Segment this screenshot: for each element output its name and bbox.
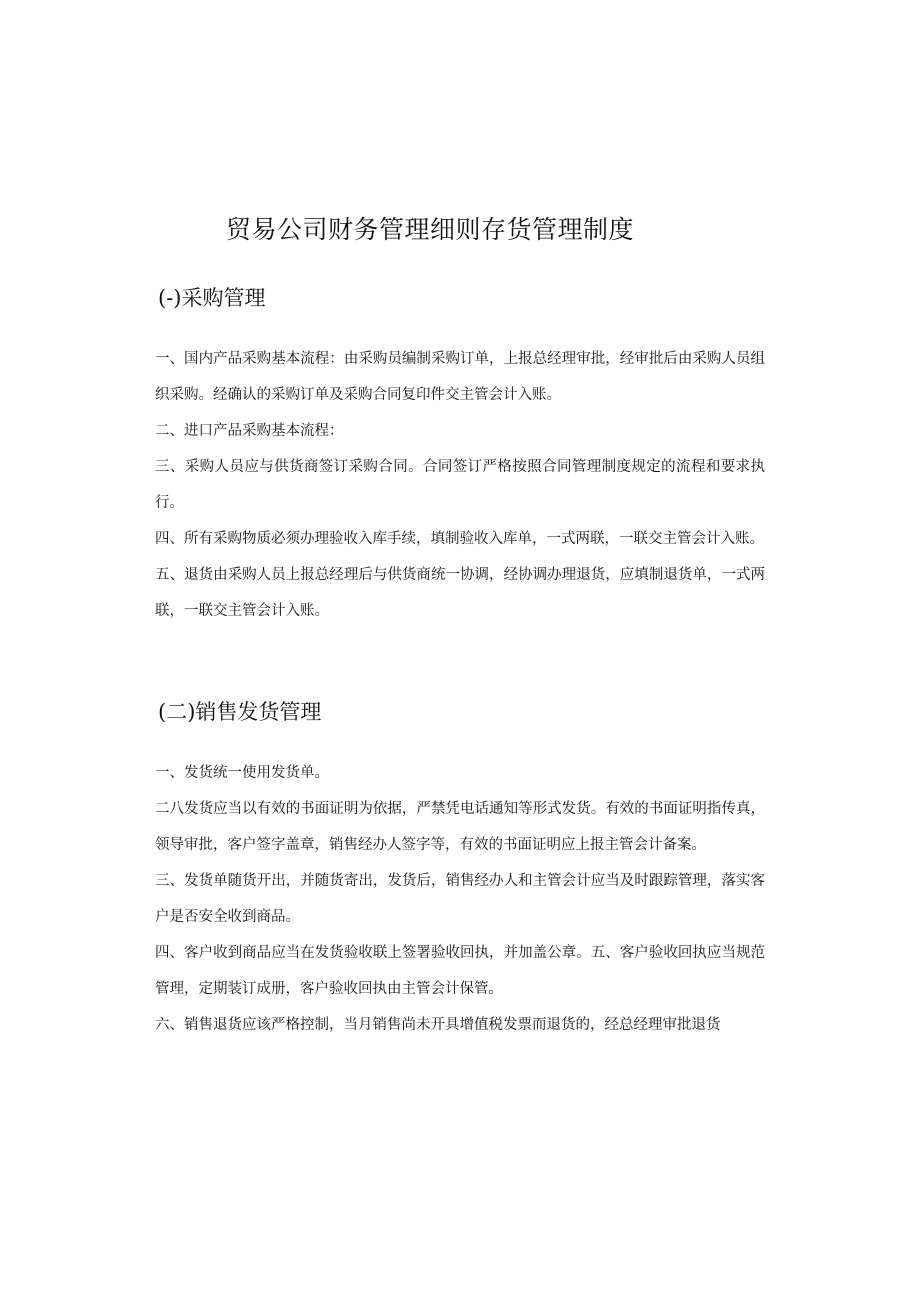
paragraph: 一、国内产品采购基本流程：由采购员编制采购订单，上报总经理审批，经审批后由采购人员组织采购。经确认的采购订单及采购合同复印件交主管会计入账。 xyxy=(155,351,765,403)
paragraph: 三、发货单随货开出，并随货寄出，发货后，销售经办人和主管会计应当及时跟踪管理，落实客户是否安全收到商品。 xyxy=(155,873,765,925)
section-body-purchasing xyxy=(155,341,765,629)
section-heading-purchasing: (-)采购管理 xyxy=(158,286,266,310)
paragraph: 四、所有采购物质必须办理验收入库手续，填制验收入库单，一式两联，一联交主管会计入账。 xyxy=(155,531,764,547)
paragraph: 二八发货应当以有效的书面证明为依据，严禁凭电话通知等形式发货。有效的书面证明指传真，领导审批，客户签字盖章，销售经办人签字等，有效的书面证明应上报主管会计备案。 xyxy=(155,801,765,853)
document-title: 贸易公司财务管理细则存货管理制度 xyxy=(225,215,634,244)
section-body-sales-shipping xyxy=(155,755,765,1043)
paragraph: 三、采购人员应与供货商签订采购合同。合同签订严格按照合同管理制度规定的流程和要求执行。 xyxy=(155,459,765,511)
paragraph: 四、客户收到商品应当在发货验收联上签署验收回执，并加盖公章。五、客户验收回执应当规范管理，定期装订成册，客户验收回执由主管会计保管。 xyxy=(155,945,765,997)
paragraph: 一、发货统一使用发货单。 xyxy=(155,765,329,781)
paragraph: 六、销售退货应该严格控制，当月销售尚未开具增值税发票而退货的，经总经理审批退货 xyxy=(155,1017,721,1033)
section-heading-sales-shipping: (二)销售发货管理 xyxy=(158,700,322,724)
paragraph: 五、退货由采购人员上报总经理后与供货商统一协调，经协调办理退货，应填制退货单，一式两联，一联交主管会计入账。 xyxy=(155,567,765,619)
paragraph: 二、进口产品采购基本流程： xyxy=(155,423,344,439)
